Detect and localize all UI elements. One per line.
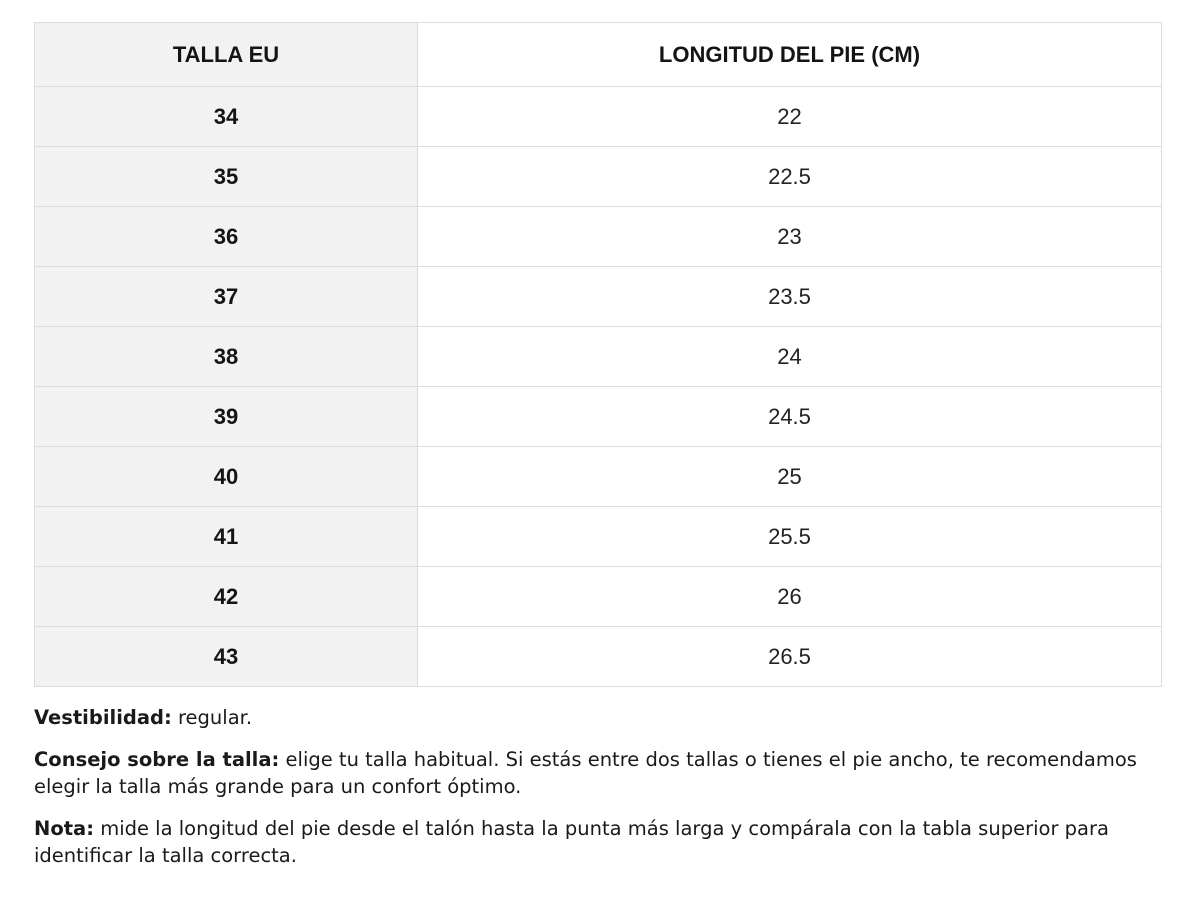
table-row: [35, 627, 1162, 687]
size-chart-header: [35, 23, 1162, 87]
fit-note: [34, 704, 1154, 731]
foot-length-cell: 23: [418, 207, 1162, 267]
size-advice-note: [34, 746, 1154, 800]
table-row: [35, 447, 1162, 507]
table-row: [35, 207, 1162, 267]
measure-note-text: mide la longitud del pie desde el talón hasta la punta más larga y compárala con la tabla superior para identificar la talla correcta.: [34, 817, 1109, 867]
fit-text: regular.: [171, 706, 253, 729]
header-row: [35, 23, 1162, 87]
size-notes: [34, 704, 1154, 884]
eu-size-cell: 42: [35, 567, 418, 627]
eu-size-cell: 43: [35, 627, 418, 687]
size-chart-body: [35, 87, 1162, 687]
foot-length-cell: 22.5: [418, 147, 1162, 207]
table-row: [35, 567, 1162, 627]
eu-size-cell: 35: [35, 147, 418, 207]
fit-label: Vestibilidad:: [34, 706, 172, 729]
foot-length-cell: 23.5: [418, 267, 1162, 327]
measure-note: [34, 815, 1154, 869]
foot-length-cell: 26: [418, 567, 1162, 627]
table-row: [35, 87, 1162, 147]
foot-length-cell: 24: [418, 327, 1162, 387]
eu-size-cell: 41: [35, 507, 418, 567]
foot-length-cell: 25.5: [418, 507, 1162, 567]
table-row: [35, 327, 1162, 387]
size-advice-text: elige tu talla habitual. Si estás entre dos tallas o tienes el pie ancho, te recomendamos elegir la talla más grande para un confort óptimo.: [34, 748, 1137, 798]
eu-size-cell: 39: [35, 387, 418, 447]
foot-length-cell: 25: [418, 447, 1162, 507]
eu-size-cell: 40: [35, 447, 418, 507]
eu-size-cell: 34: [35, 87, 418, 147]
foot-length-cell: 26.5: [418, 627, 1162, 687]
size-chart-table: [34, 22, 1162, 687]
foot-length-cell: 24.5: [418, 387, 1162, 447]
header-foot-length: LONGITUD DEL PIE (CM): [418, 23, 1162, 87]
header-eu-size: TALLA EU: [35, 23, 418, 87]
table-row: [35, 147, 1162, 207]
eu-size-cell: 37: [35, 267, 418, 327]
measure-note-label: Nota:: [34, 817, 94, 840]
foot-length-cell: 22: [418, 87, 1162, 147]
table-row: [35, 387, 1162, 447]
table-row: [35, 507, 1162, 567]
eu-size-cell: 36: [35, 207, 418, 267]
table-row: [35, 267, 1162, 327]
size-advice-label: Consejo sobre la talla:: [34, 748, 280, 771]
eu-size-cell: 38: [35, 327, 418, 387]
